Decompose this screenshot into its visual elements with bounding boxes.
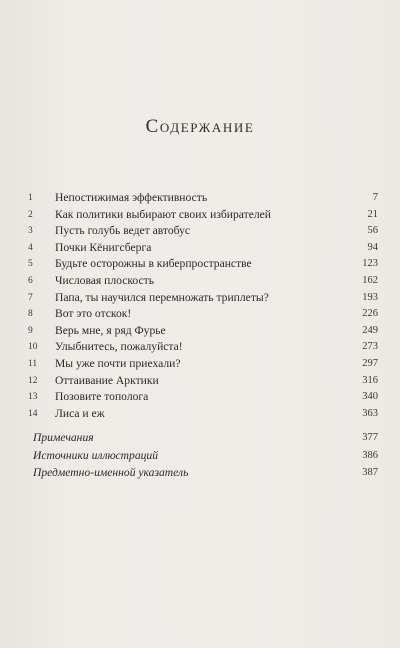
chapter-number: 2 [28, 209, 33, 220]
chapter-title: Пусть голубь ведет автобус [55, 224, 191, 238]
toc-entry [22, 356, 380, 373]
chapter-title: Лиса и еж [55, 406, 105, 420]
page-number: 226 [362, 308, 378, 320]
page-title: Содержание [145, 116, 255, 137]
chapter-title: Числовая плоскость [55, 273, 155, 287]
back-matter-entry [22, 464, 380, 482]
back-matter-entry [22, 447, 380, 465]
chapter-number: 9 [28, 325, 33, 336]
page-number: 193 [362, 291, 378, 303]
chapter-title: Как политики выбирают своих избирателей [55, 207, 272, 221]
toc-entry [22, 373, 380, 390]
page-number: 162 [362, 274, 378, 286]
chapter-number: 8 [28, 309, 33, 320]
page-number: 56 [367, 225, 378, 237]
chapter-number: 11 [28, 358, 38, 369]
chapter-title: Улыбнитесь, пожалуйста! [55, 340, 183, 354]
chapter-number: 12 [28, 375, 38, 386]
chapter-title: Папа, ты научился перемножать триплеты? [55, 290, 269, 304]
page-number: 387 [362, 467, 378, 478]
chapter-number: 4 [28, 242, 33, 253]
chapter-list [22, 190, 380, 422]
toc-entry [22, 207, 380, 224]
chapter-number: 1 [28, 193, 33, 203]
page-number: 363 [362, 407, 378, 419]
toc-entry [22, 190, 380, 207]
chapter-title: Верь мне, я ряд Фурье [55, 323, 166, 337]
page-number: 94 [367, 241, 378, 253]
chapter-title: Мы уже почти приехали? [55, 356, 181, 370]
toc-entry [22, 339, 380, 356]
chapter-title: Оттаивание Арктики [55, 373, 159, 387]
chapter-number: 7 [28, 292, 33, 303]
toc-entry [22, 240, 380, 257]
chapter-number: 10 [28, 342, 38, 353]
page-number: 377 [362, 432, 378, 443]
chapter-number: 13 [28, 392, 38, 403]
page-number: 316 [362, 374, 378, 386]
toc-entry [22, 223, 380, 240]
chapter-number: 3 [28, 226, 33, 237]
toc-entry [22, 306, 380, 323]
page-number: 249 [362, 324, 378, 336]
back-matter-title: Источники иллюстраций [33, 448, 159, 462]
chapter-number: 5 [28, 259, 33, 270]
chapter-number: 6 [28, 275, 33, 286]
back-matter-entry [22, 429, 380, 447]
back-matter-title: Предметно-именной указатель [33, 466, 189, 479]
chapter-number: 14 [28, 408, 38, 419]
page-number: 273 [362, 341, 378, 353]
page-number: 123 [362, 258, 378, 270]
page-number: 297 [362, 357, 378, 369]
page-number: 21 [367, 208, 378, 220]
toc-entry [22, 406, 380, 423]
page-number: 7 [372, 192, 378, 203]
chapter-title: Вот это отскок! [55, 307, 132, 321]
back-matter-title: Примечания [33, 431, 94, 444]
toc-entry [22, 256, 380, 273]
chapter-title: Почки Кёнигсберга [55, 240, 152, 254]
page-number: 340 [362, 391, 378, 403]
chapter-title: Будьте осторожны в киберпространстве [55, 257, 252, 271]
page-number: 386 [362, 449, 378, 461]
chapter-title: Непостижимая эффективность [55, 191, 208, 204]
toc-entry [22, 290, 380, 307]
chapter-title: Позовите тополога [55, 390, 149, 404]
toc-entry [22, 389, 380, 406]
toc-entry [22, 323, 380, 340]
toc-entry [22, 273, 380, 290]
back-matter-list [22, 429, 380, 482]
